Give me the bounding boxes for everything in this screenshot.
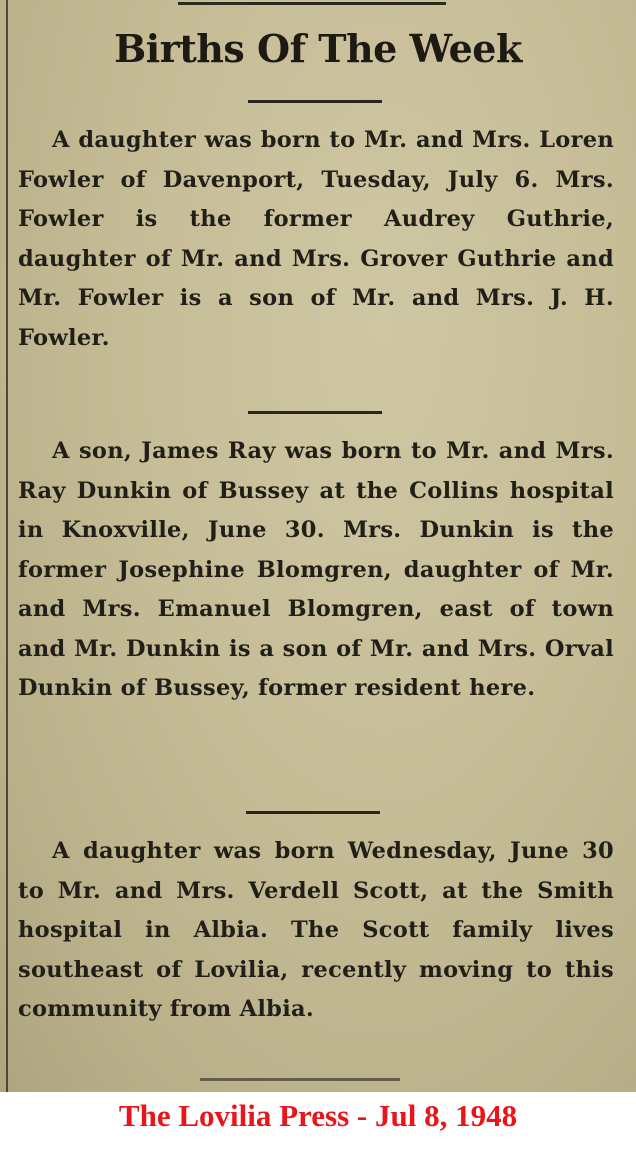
source-caption: The Lovilia Press - Jul 8, 1948: [118, 1098, 518, 1133]
birth-notice-scott: A daughter was born Wednesday, June 30 to Mr. and Mrs. Verdell Scott, at the Smith hospital in Albia. The Scott family lives southeast of Lovilia, recently moving to this community from Albia.: [18, 838, 614, 1022]
notice-divider: [246, 811, 380, 814]
column-rule: [6, 0, 8, 1092]
birth-notice-fowler: A daughter was born to Mr. and Mrs. Loren Fowler of Davenport, Tuesday, July 6. Mrs. Fowler is the former Audrey Guthrie, daughter of Mr. and Mrs. Grover Guthrie and Mr. Fowler is a son of Mr. and Mrs. J. H. Fowler.: [18, 127, 614, 351]
birth-notice-dunkin: A son, James Ray was born to Mr. and Mrs. Ray Dunkin of Bussey at the Collins hospital in Knoxville, June 30. Mrs. Dunkin is the former Josephine Blomgren, daughter of Mr. and Mrs. Emanuel Blomgren, east of town and Mr. Dunkin is a son of Mr. and Mrs. Orval Dunkin of Bussey, former resident here.: [18, 438, 614, 701]
top-rule: [178, 2, 446, 5]
headline: Births Of The Week: [114, 26, 522, 71]
headline-divider: [248, 100, 382, 103]
bottom-rule: [200, 1078, 400, 1081]
notice-divider: [248, 411, 382, 414]
